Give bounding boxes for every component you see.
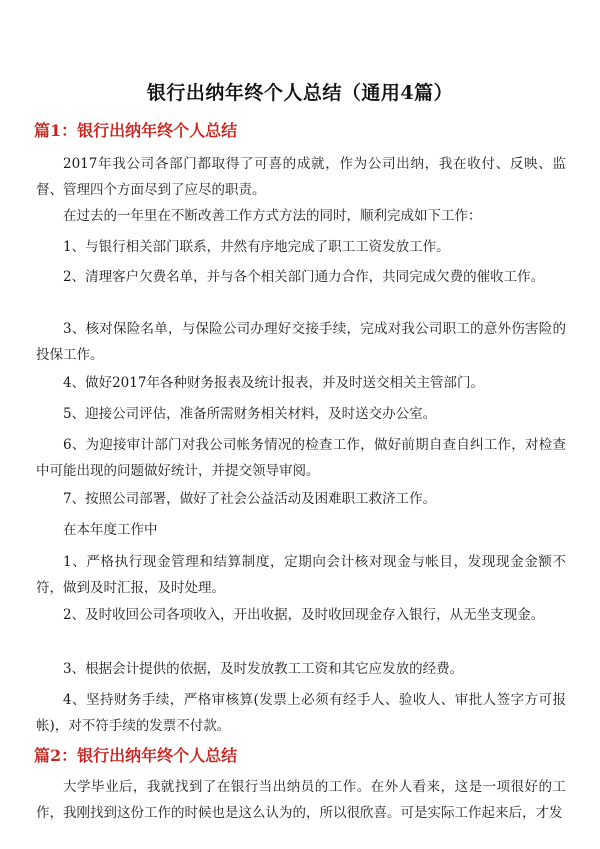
list-item: 3、核对保险名单，与保险公司办理好交接手续，完成对我公司职工的意外伤害险的投保工作。 (36, 321, 566, 363)
list-item: 3、根据会计提供的依据，及时发放教工工资和其它应发放的经费。 (63, 661, 464, 677)
section-heading-2: 篇2：银行出纳年终个人总结 (34, 746, 238, 765)
section-heading-1: 篇1：银行出纳年终个人总结 (34, 121, 238, 140)
list-item: 2、及时收回公司各项收入，开出收据，及时收回现金存入银行，从无坐支现金。 (63, 607, 545, 623)
list-item: 6、为迎接审计部门对我公司帐务情况的检查工作，做好前期自查自纠工作，对检查中可能出现的问题做好统计，并提交领导审阅。 (36, 437, 566, 479)
list-item: 2、清理客户欠费名单，并与各个相关部门通力合作，共同完成欠费的催收工作。 (63, 269, 545, 285)
paragraph: 2017年我公司各部门都取得了可喜的成就，作为公司出纳，我在收付、反映、监督、管理四个方面尽到了应尽的职责。 (36, 156, 566, 198)
list-item: 1、与银行相关部门联系，井然有序地完成了职工工资发放工作。 (63, 239, 450, 255)
list-item: 4、做好2017年各种财务报表及统计报表，并及时送交相关主管部门。 (63, 375, 484, 391)
document-title: 银行出纳年终个人总结（通用4篇） (146, 82, 454, 104)
list-item: 4、坚持财务手续，严格审核算(发票上必须有经手人、验收人、审批人签字方可报帐)，对不符手续的发票不付款。 (36, 692, 566, 734)
list-item: 5、迎接公司评估，准备所需财务相关材料，及时送交办公室。 (63, 406, 437, 422)
paragraph: 在过去的一年里在不断改善工作方式方法的同时，顺利完成如下工作： (63, 208, 482, 224)
list-item: 1、严格执行现金管理和结算制度，定期向会计核对现金与帐目，发现现金金额不符，做到及时汇报，及时处理。 (36, 554, 566, 596)
paragraph: 大学毕业后，我就找到了在银行当出纳员的工作。在外人看来，这是一项很好的工作，我刚找到这份工作的时候也是这么认为的，所以很欣喜。可是实际工作起来后，才发 (36, 779, 566, 821)
list-item: 7、按照公司部署，做好了社会公益活动及困难职工救济工作。 (63, 491, 437, 507)
paragraph: 在本年度工作中 (63, 522, 158, 538)
